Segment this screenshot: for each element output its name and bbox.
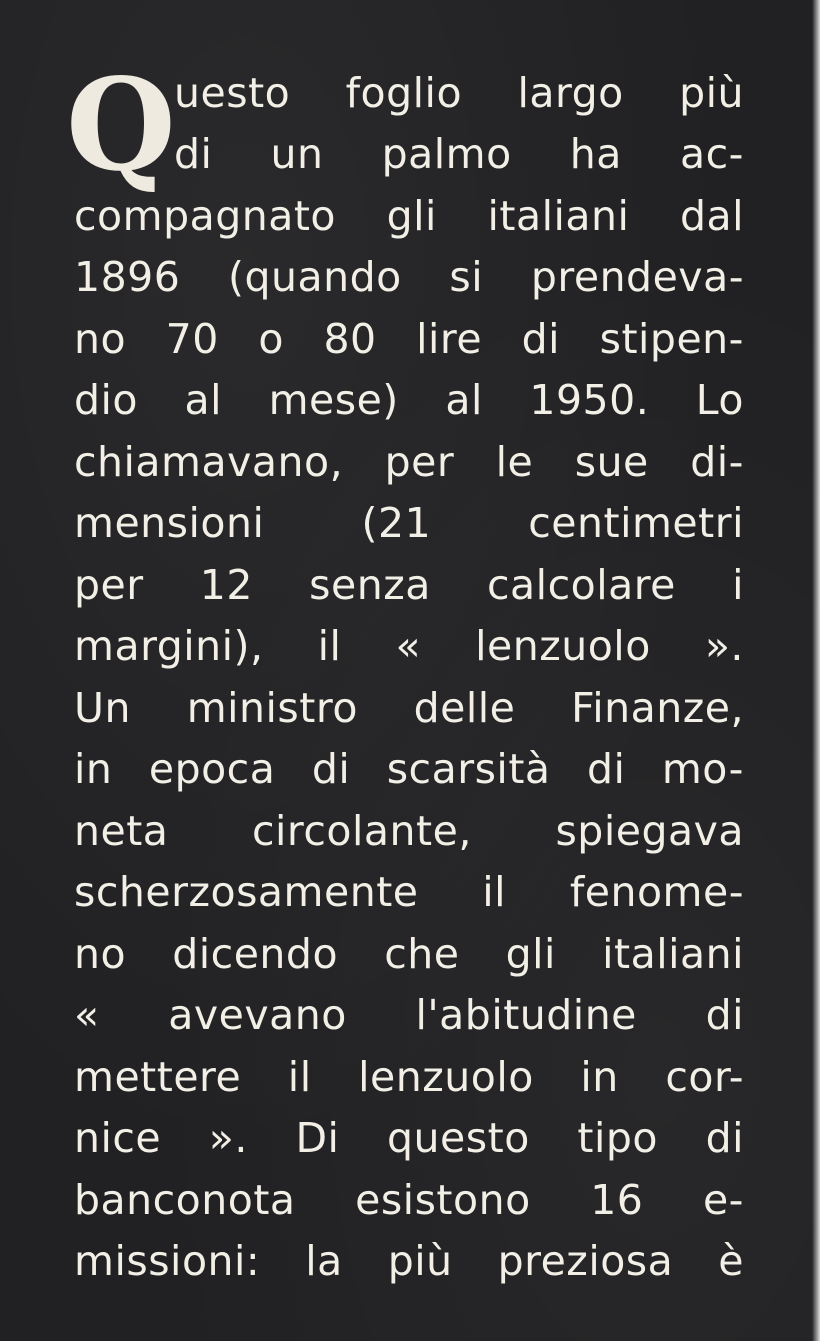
text-line: compagnato gli italiani dal — [74, 191, 744, 240]
text-line: mettere il lenzuolo in cor- — [74, 1052, 744, 1101]
text-line: « avevano l'abitudine di — [74, 991, 744, 1040]
text-line: neta circolante, spiegava — [74, 806, 744, 855]
text-line: Un ministro delle Finanze, — [74, 683, 744, 732]
paper-edge — [812, 0, 820, 1341]
text-line: no 70 o 80 lire di stipen- — [74, 314, 744, 363]
text-line: margini), il « lenzuolo ». — [74, 622, 744, 671]
text-line: mensioni (21 centimetri — [74, 499, 744, 548]
text-line: scherzosamente il fenome- — [74, 868, 744, 917]
text-line: di un palmo ha ac- — [174, 130, 744, 179]
text-line: nice ». Di questo tipo di — [74, 1114, 744, 1163]
text-line: banconota esistono 16 e- — [74, 1175, 744, 1224]
text-line: dio al mese) al 1950. Lo — [74, 376, 744, 425]
text-line: in epoca di scarsità di mo- — [74, 745, 744, 794]
text-line: no dicendo che gli italiani — [74, 929, 744, 978]
article-text — [74, 62, 744, 1292]
text-line: missioni: la più preziosa è — [74, 1237, 744, 1286]
text-line: 1896 (quando si prendeva- — [74, 253, 744, 302]
text-line: uesto foglio largo più — [174, 68, 744, 117]
text-line: per 12 senza calcolare i — [74, 560, 744, 609]
text-line: chiamavano, per le sue di- — [74, 437, 744, 486]
drop-cap: Q — [66, 51, 176, 199]
